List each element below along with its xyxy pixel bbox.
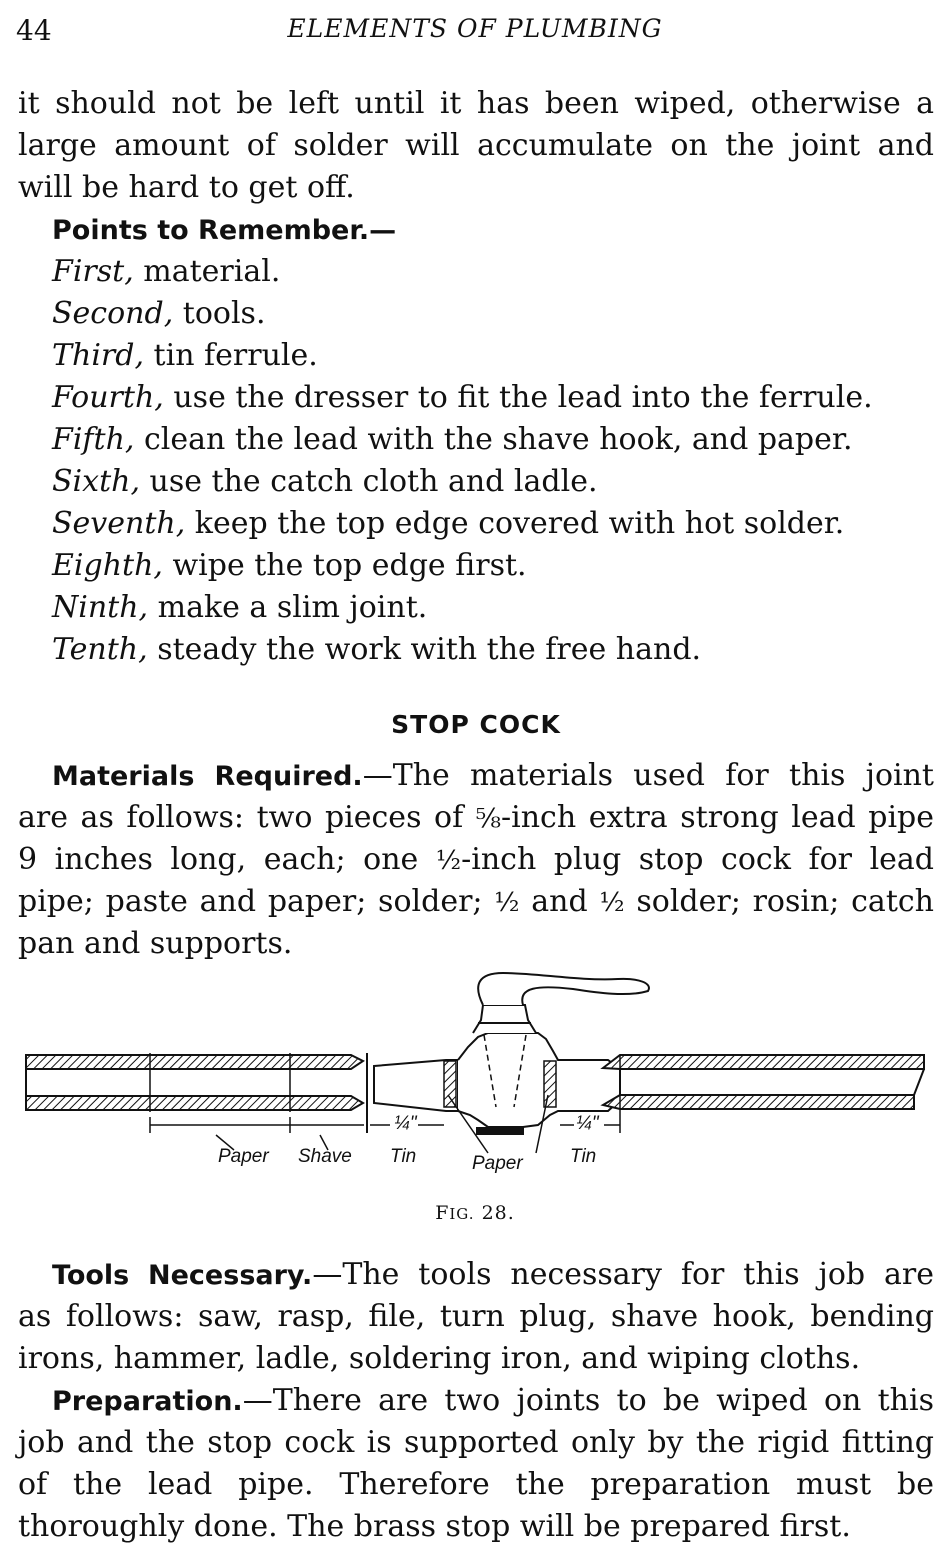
list-ordinal: Sixth, [52, 464, 140, 499]
caption-small-caps: IG. [449, 1205, 475, 1223]
list-text: tools. [173, 296, 266, 331]
intro-line-3: will be hard to get off. [18, 170, 355, 205]
preparation-line-4: thoroughly done. The brass stop will be prepared first. [18, 1509, 851, 1544]
list-item [52, 338, 934, 374]
list-ordinal: First, [52, 254, 134, 289]
preparation-heading: Preparation. [52, 1386, 243, 1417]
section-title [18, 706, 934, 743]
left-lead-pipe [26, 1053, 363, 1112]
list-ordinal: Third, [52, 338, 145, 373]
caption-number: 28. [474, 1202, 515, 1224]
materials-text: pipe; paste and paper; solder; [18, 884, 495, 919]
materials-line-5: pan and supports. [18, 926, 293, 961]
points-heading-text: Points to Remember.— [52, 215, 397, 246]
list-text: material. [133, 254, 281, 289]
points-heading [52, 212, 934, 249]
fraction: ½ [494, 888, 520, 918]
figure-caption [0, 1202, 950, 1224]
running-title: ELEMENTS OF PLUMBING [287, 14, 663, 43]
materials-heading: Materials Required. [52, 761, 363, 792]
list-item [52, 548, 934, 584]
materials-text: and [519, 884, 600, 919]
list-text: wipe the top edge first. [162, 548, 527, 583]
list-item [52, 632, 934, 668]
list-text: tin ferrule. [144, 338, 318, 373]
preparation-line-3: of the lead pipe. Therefore the preparation must be [18, 1467, 934, 1502]
stop-cock-handle [478, 973, 649, 1005]
list-ordinal: Eighth, [52, 548, 163, 583]
list-text: make a slim joint. [148, 590, 428, 625]
tools-text: —The tools necessary for this job are [312, 1257, 934, 1292]
materials-line-2 [18, 800, 934, 837]
list-text: steady the work with the free hand. [147, 632, 702, 667]
materials-text: -inch plug stop cock for lead [461, 842, 935, 877]
section-title-text: STOP COCK [391, 710, 561, 739]
list-ordinal: Second, [52, 296, 174, 331]
materials-line-4 [18, 884, 934, 921]
preparation-line-1 [52, 1383, 934, 1420]
label-tin-left: Tin [390, 1146, 417, 1167]
running-head [16, 14, 934, 50]
materials-text: —The materials used for this joint [362, 758, 934, 793]
fraction: ⅝ [475, 804, 501, 834]
fraction: ½ [599, 888, 625, 918]
stop-cock-diagram [18, 965, 932, 1180]
list-item [52, 464, 934, 500]
label-dimension-right: ¼" [576, 1113, 599, 1134]
tools-line-3: irons, hammer, ladle, soldering iron, and wiping cloths. [18, 1341, 861, 1376]
label-shave: Shave [298, 1146, 352, 1167]
list-ordinal: Seventh, [52, 506, 186, 541]
list-ordinal: Tenth, [52, 632, 148, 667]
list-item [52, 506, 934, 542]
materials-line-3 [18, 842, 934, 879]
list-item [52, 254, 934, 290]
tools-heading: Tools Necessary. [52, 1260, 313, 1291]
list-item [52, 590, 934, 626]
materials-text: are as follows: two pieces of [18, 800, 476, 835]
intro-line-1: it should not be left until it has been wiped, otherwise a [18, 86, 934, 121]
list-item [52, 422, 934, 458]
label-paper-left: Paper [218, 1146, 269, 1167]
list-item [52, 380, 934, 416]
list-text: clean the lead with the shave hook, and paper. [134, 422, 853, 457]
right-lead-pipe [603, 1055, 924, 1133]
tools-line-1 [52, 1257, 934, 1294]
preparation-text: —There are two joints to be wiped on this [242, 1383, 934, 1418]
intro-line-2: large amount of solder will accumulate on the joint and [18, 128, 934, 163]
list-ordinal: Fourth, [52, 380, 164, 415]
page-number: 44 [16, 14, 52, 47]
label-paper-center: Paper [472, 1153, 523, 1174]
materials-text: -inch extra strong lead pipe [500, 800, 934, 835]
list-text: use the dresser to fit the lead into the ferrule. [163, 380, 873, 415]
materials-line-1 [52, 758, 934, 795]
label-tin-right: Tin [570, 1146, 597, 1167]
materials-text: 9 inches long, each; one [18, 842, 436, 877]
caption-prefix: F [435, 1202, 450, 1224]
list-text: use the catch cloth and ladle. [139, 464, 598, 499]
list-ordinal: Fifth, [52, 422, 135, 457]
materials-text: solder; rosin; catch [624, 884, 935, 919]
label-dimension-left: ¼" [394, 1113, 417, 1134]
list-item [52, 296, 934, 332]
tools-line-2: as follows: saw, rasp, file, turn plug, shave hook, bending [18, 1299, 934, 1334]
fraction: ½ [435, 846, 462, 876]
list-ordinal: Ninth, [52, 590, 149, 625]
preparation-line-2: job and the stop cock is supported only by the rigid fitting [18, 1425, 934, 1460]
list-text: keep the top edge covered with hot solder. [185, 506, 845, 541]
